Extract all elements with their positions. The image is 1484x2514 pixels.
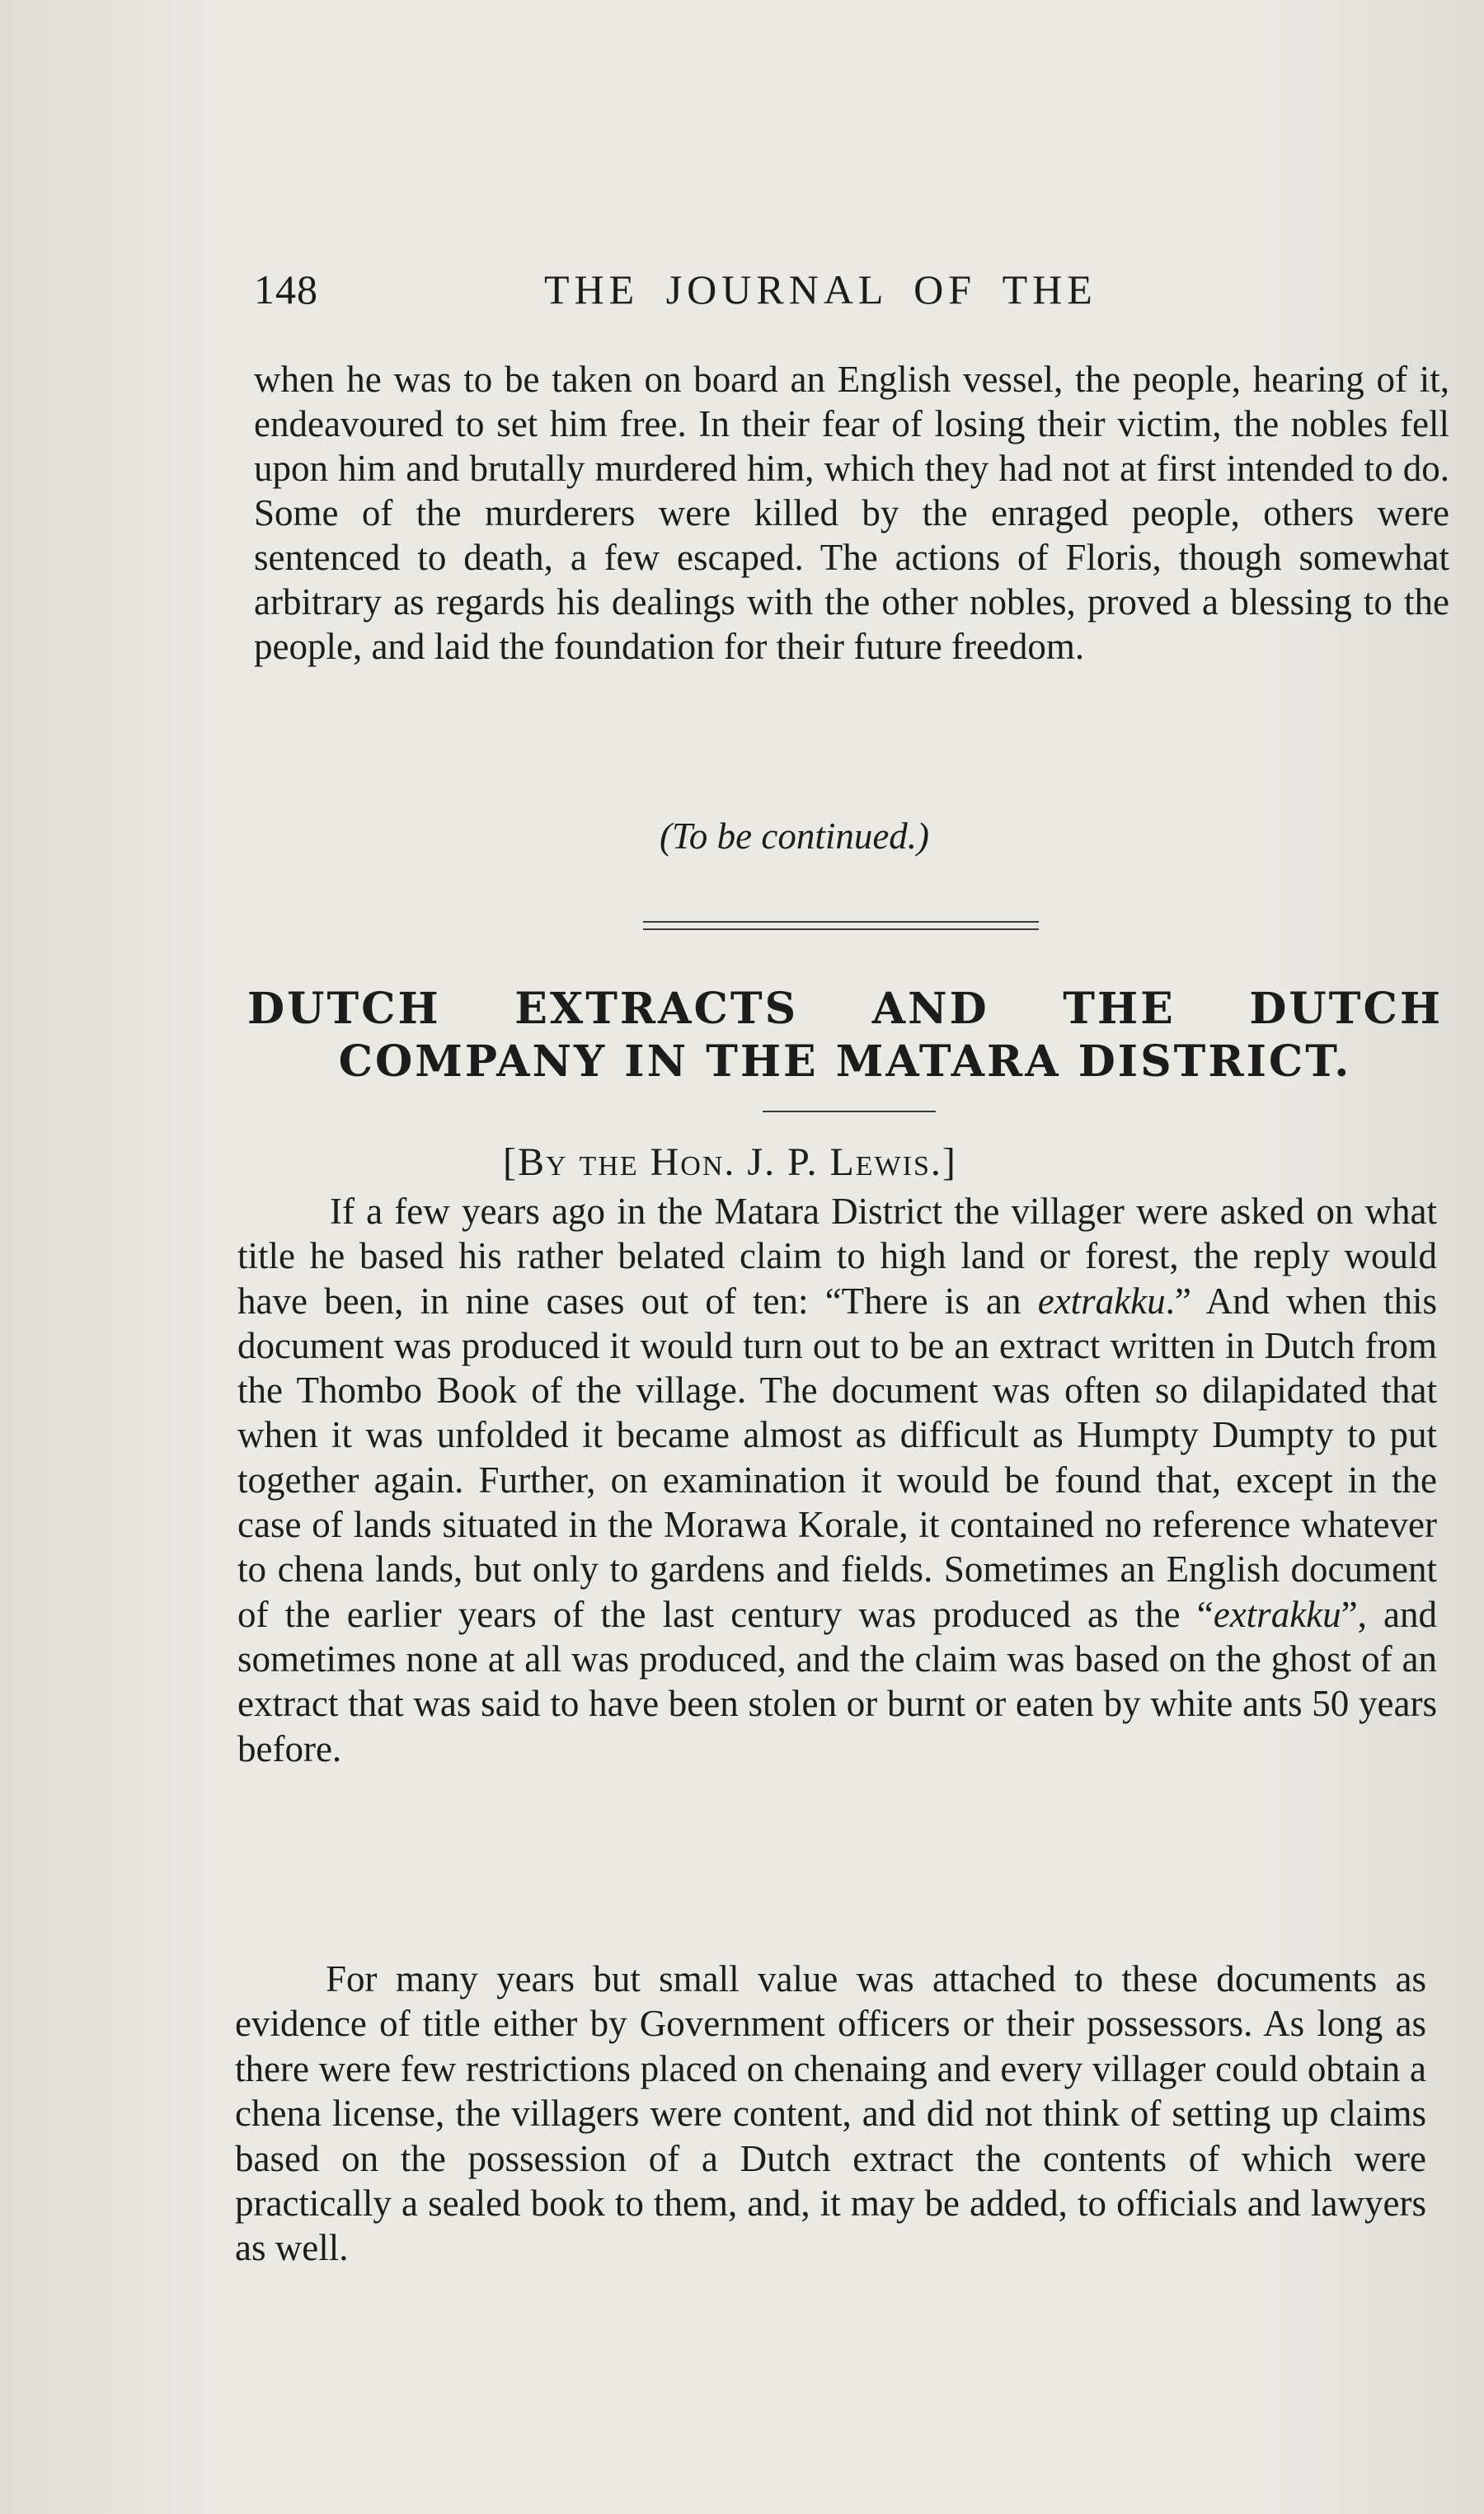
paragraph-1-text-a: If a few years ago in the Matara District the villager were asked on what title he based his rather belated claim to high land or forest, the reply would have been, in nine cases out of ten: “There is an: [237, 1191, 1437, 1322]
to-be-continued-note: (To be continued.): [660, 815, 930, 857]
title-underline: [763, 1111, 936, 1112]
article-paragraph-1: [237, 1189, 1437, 1771]
article-title: [247, 983, 1443, 1088]
paragraph-1-text-c: ”, and sometimes none at all was produced, and the claim was based on the ghost of an extract that was said to have been stolen or burnt or eaten by white ants 50 years before.: [237, 1593, 1437, 1769]
article-title-line-2: COMPANY IN THE MATARA DISTRICT.: [338, 1036, 1352, 1087]
extrakku-term: extrakku: [1037, 1280, 1166, 1322]
paragraph-1-text-b: .” And when this document was produced it would turn out to be an extract written in Dutch from the Thombo Book of the village. The document was often so dilapidated that when it was unfolded it became almost as difficult as Humpty Dumpty to put together again. Further, on examination it would be found that, except in the case of lands situated in the Morawa Korale, it contained no reference whatever to chena lands, but only to gardens and fields. Sometimes an English document of the earlier years of the last century was produced as the “: [237, 1280, 1437, 1635]
running-head: THE JOURNAL OF THE: [544, 266, 1097, 312]
author-byline: [By the Hon. J. P. Lewis.]: [503, 1140, 957, 1184]
section-divider: [643, 921, 1039, 930]
extrakku-term: extrakku: [1213, 1593, 1341, 1635]
article-title-line-1: DUTCH EXTRACTS AND THE DUTCH: [247, 984, 1443, 1034]
page-number: 148: [254, 266, 318, 312]
previous-article-closing-paragraph: when he was to be taken on board an English vessel, the people, hearing of it, endeavoured to set him free. In their fear of losing their victim, the nobles fell upon him and brutally murdered him, which they had not at first intended to do. Some of the murderers were killed by the enraged people, others were sentenced to death, a few escaped. The actions of Floris, though somewhat arbitrary as regards his dealings with the other nobles, proved a blessing to the people, and laid the foundation for their future freedom.: [254, 359, 1449, 667]
article-paragraph-2: For many years but small value was attached to these documents as evidence of title either by Government officers or their possessors. As long as there were few restrictions placed on chenaing and every villager could obtain a chena license, the villagers were content, and did not think of setting up claims based on the possession of a Dutch extract the contents of which were practically a sealed book to them, and, it may be added, to officials and lawyers as well.: [235, 1958, 1426, 2269]
